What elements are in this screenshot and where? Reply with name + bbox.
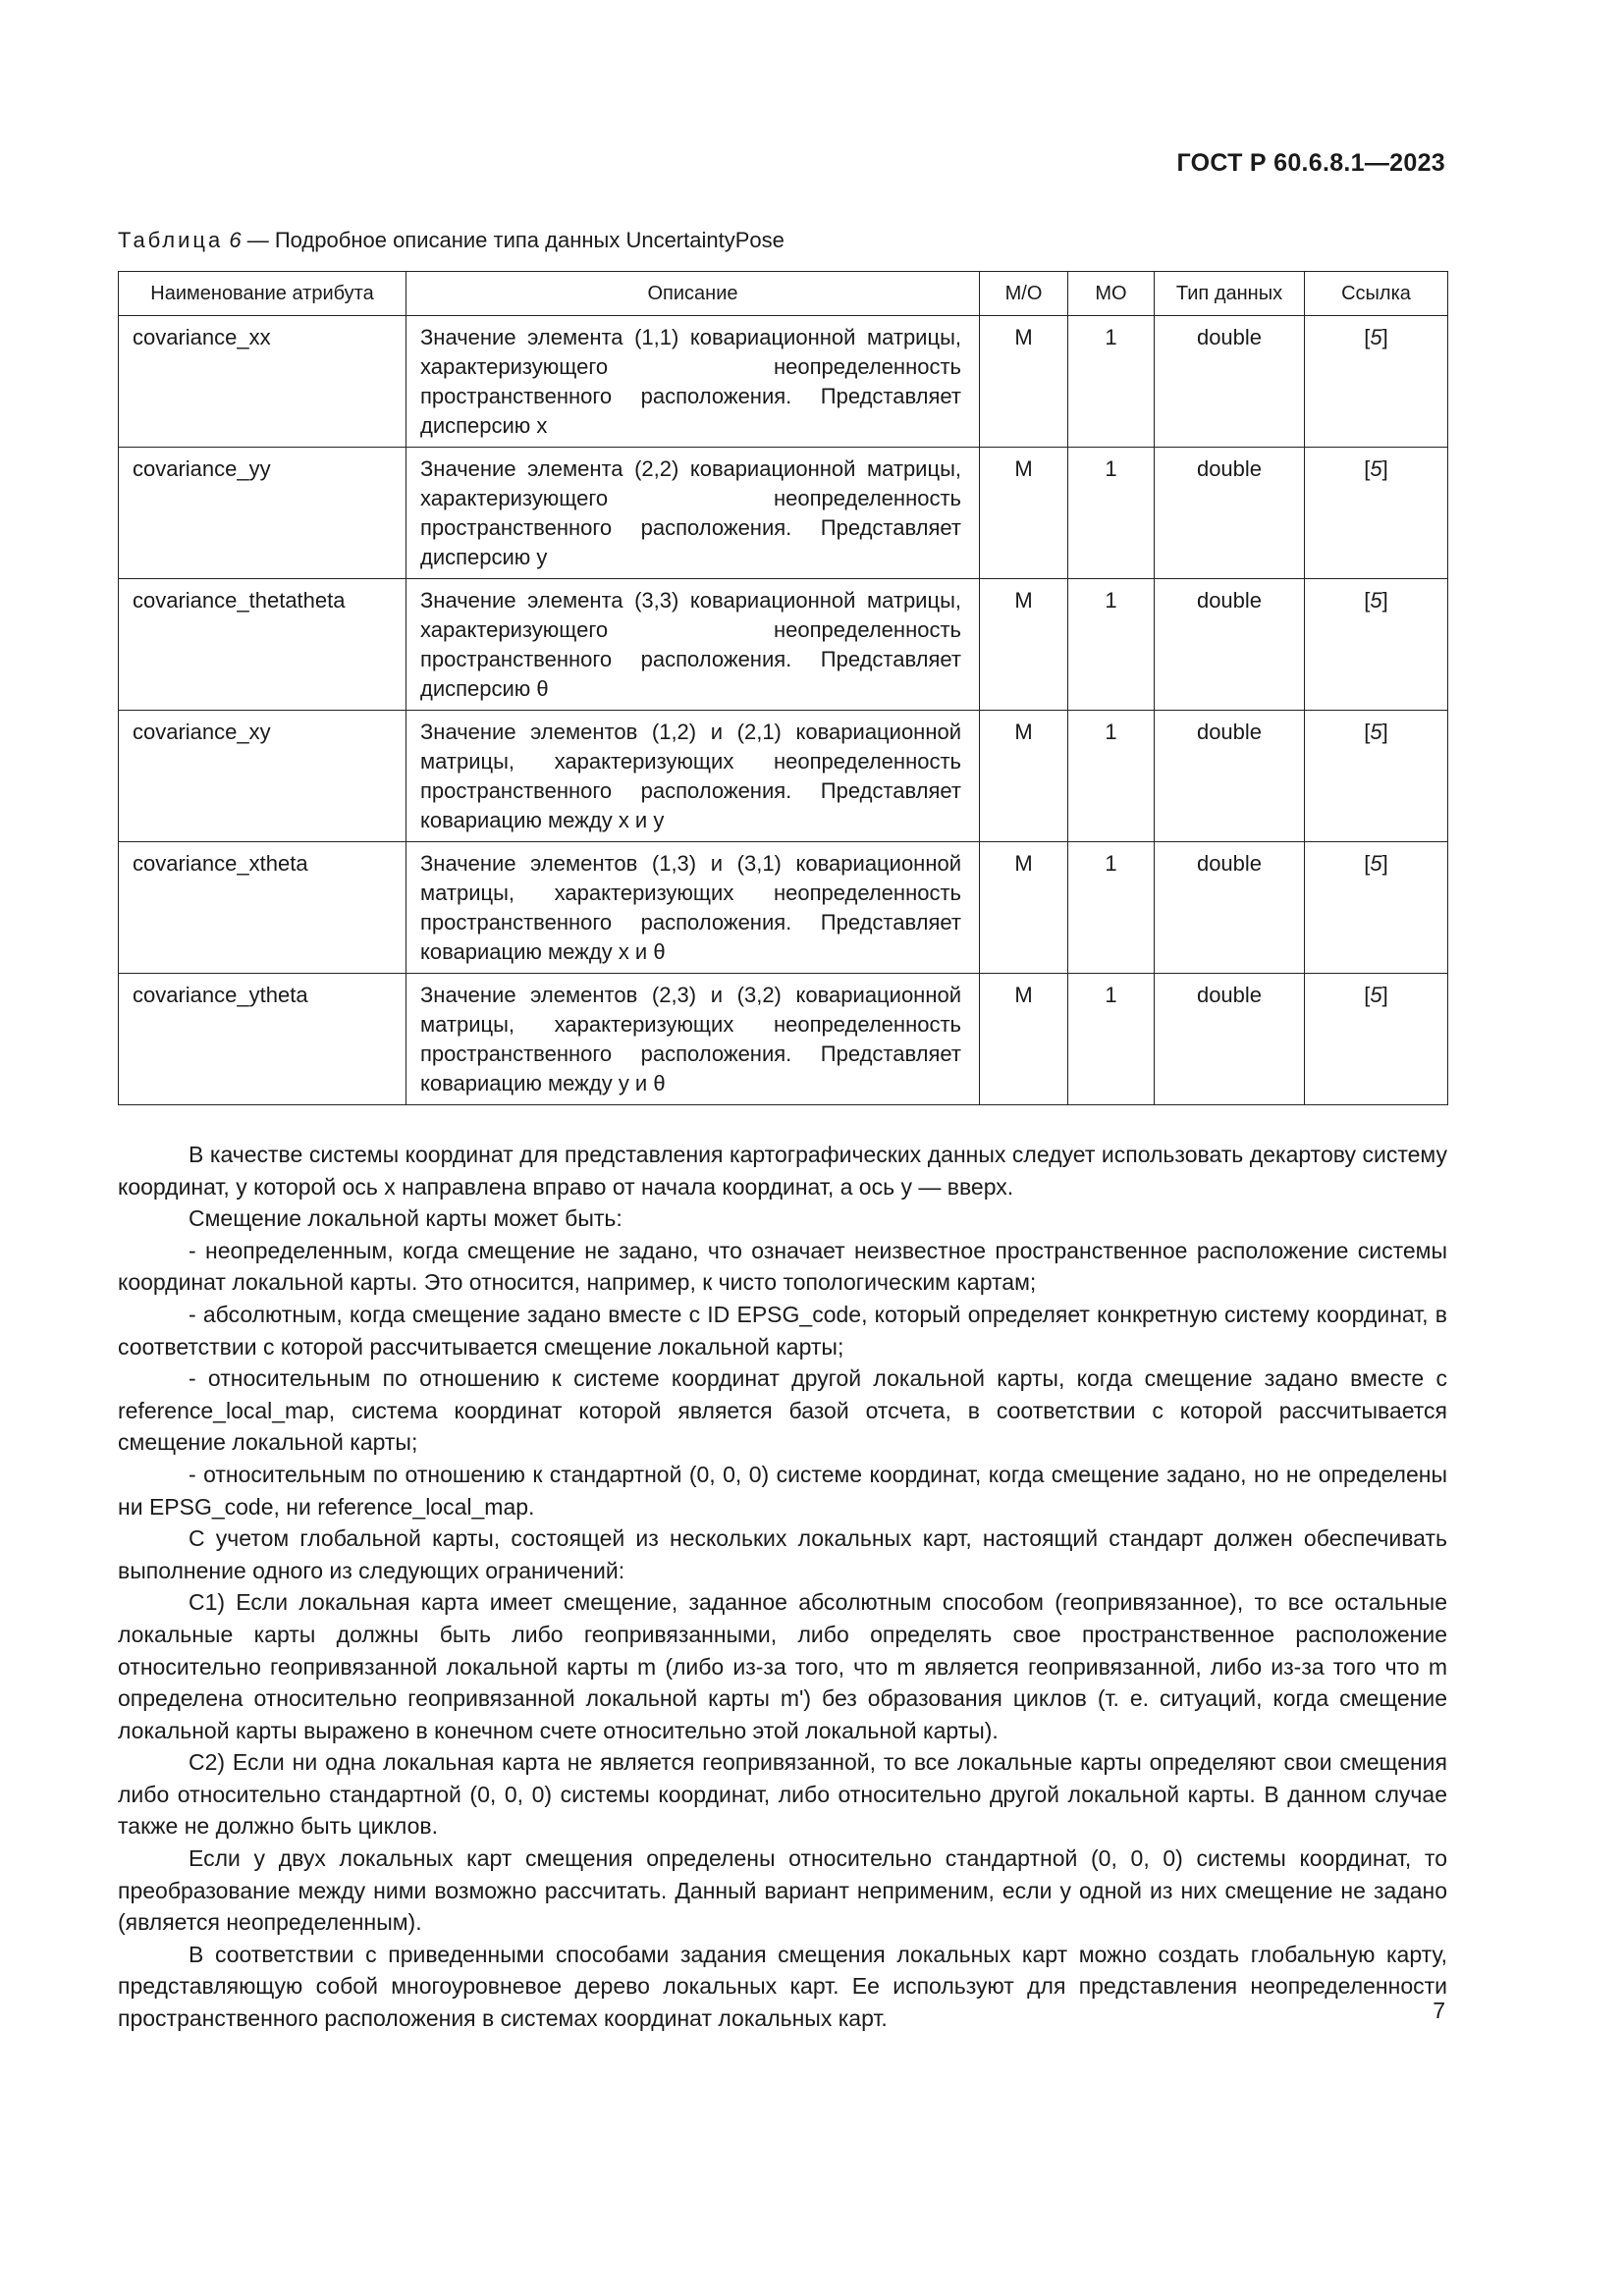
list-item: - неопределенным, когда смещение не задано, что означает неизвестное пространственное расположение системы координат локальной карты. Это относится, например, к чисто топологическим картам;	[118, 1237, 1447, 1296]
cell-reference: [5]	[1305, 579, 1448, 711]
table-row	[119, 842, 1448, 974]
reference-number: 5	[1370, 851, 1382, 876]
paragraph: В качестве системы координат для представления картографических данных следует использовать декартову систему координат, у которой ось x направлена вправо от начала координат, а ось y — вверх.	[118, 1142, 1447, 1200]
table-caption-text: — Подробное описание типа данных UncertaintyPose	[241, 228, 785, 252]
cell-attribute: covariance_yy	[119, 448, 406, 579]
list-item: - относительным по отношению к системе координат другой локальной карты, когда смещение задано вместе с reference_local_map, система координат которой является базой отсчета, в соответствии с которой рассчитывается смещение локальной карты;	[118, 1365, 1447, 1456]
cell-description: Значение элемента (3,3) ковариационной матрицы, характеризующего неопределенность пространственного расположения. Представляет дисперсию θ	[406, 579, 980, 711]
cell-data-type: double	[1155, 448, 1305, 579]
cell-mo-flag: M	[980, 448, 1068, 579]
table-row	[119, 579, 1448, 711]
reference-number: 5	[1370, 588, 1382, 613]
paragraph: С учетом глобальной карты, состоящей из нескольких локальных карт, настоящий стандарт должен обеспечивать выполнение одного из следующих ограничений:	[118, 1525, 1447, 1583]
cell-description: Значение элементов (1,2) и (2,1) ковариационной матрицы, характеризующих неопределенность пространственного расположения. Представляет ковариацию между x и y	[406, 711, 980, 842]
column-header-description: Описание	[406, 272, 980, 316]
table-row	[119, 448, 1448, 579]
cell-attribute: covariance_ytheta	[119, 974, 406, 1105]
paragraph: В соответствии с приведенными способами задания смещения локальных карт можно создать глобальную карту, представляющую собой многоуровневое дерево локальных карт. Ее используют для представления неопределенности пространственного расположения в системах координат локальных карт.	[118, 1941, 1447, 2032]
cell-attribute: covariance_xy	[119, 711, 406, 842]
cell-mo-flag: M	[980, 316, 1068, 448]
cell-reference: [5]	[1305, 316, 1448, 448]
cell-description: Значение элемента (2,2) ковариационной матрицы, характеризующего неопределенность пространственного расположения. Представляет дисперсию y	[406, 448, 980, 579]
cell-data-type: double	[1155, 842, 1305, 974]
cell-multiplicity: 1	[1068, 711, 1155, 842]
page-number: 7	[1433, 1998, 1445, 2023]
body-text	[118, 1139, 1447, 2035]
table-caption-number: 6	[229, 228, 242, 252]
cell-description: Значение элемента (1,1) ковариационной матрицы, характеризующего неопределенность пространственного расположения. Представляет дисперсию x	[406, 316, 980, 448]
paragraph: Смещение локальной карты может быть:	[189, 1205, 623, 1232]
paragraph: C2) Если ни одна локальная карта не является геопривязанной, то все локальные карты определяют свои смещения либо относительно стандартной (0, 0, 0) системы координат, либо относительно другой локальной карты. В данном случае также не должно быть циклов.	[118, 1749, 1447, 1840]
table-row	[119, 711, 1448, 842]
cell-multiplicity: 1	[1068, 974, 1155, 1105]
paragraph: C1) Если локальная карта имеет смещение, заданное абсолютным способом (геопривязанное), то все остальные локальные карты должны быть либо геопривязанными, либо определять свое пространственное расположение относительно геопривязанной локальной карты m (либо из-за того, что m является геопривязанной, либо из-за того что m определена относительно геопривязанной локальной карты m') без образования циклов (т. е. ситуаций, когда смещение локальной карты выражено в конечном счете относительно этой локальной карты).	[118, 1589, 1447, 1743]
cell-data-type: double	[1155, 316, 1305, 448]
cell-description: Значение элементов (1,3) и (3,1) ковариационной матрицы, характеризующих неопределенность пространственного расположения. Представляет ковариацию между x и θ	[406, 842, 980, 974]
list-item: - абсолютным, когда смещение задано вместе с ID EPSG_code, который определяет конкретную систему координат, в соответствии с которой рассчитывается смещение локальной карты;	[118, 1301, 1447, 1360]
cell-multiplicity: 1	[1068, 448, 1155, 579]
reference-number: 5	[1370, 983, 1382, 1007]
table-caption	[118, 228, 785, 253]
cell-multiplicity: 1	[1068, 842, 1155, 974]
uncertainty-pose-table	[118, 271, 1448, 1105]
table-caption-word: Таблица	[118, 228, 224, 252]
cell-data-type: double	[1155, 711, 1305, 842]
cell-data-type: double	[1155, 974, 1305, 1105]
cell-mo-flag: M	[980, 842, 1068, 974]
table-header-row	[119, 272, 1448, 316]
cell-multiplicity: 1	[1068, 579, 1155, 711]
standard-code: ГОСТ Р 60.6.8.1—2023	[1176, 149, 1445, 177]
column-header-attribute: Наименование атрибута	[119, 272, 406, 316]
paragraph: Если у двух локальных карт смещения определены относительно стандартной (0, 0, 0) системы координат, то преобразование между ними возможно рассчитать. Данный вариант неприменим, если у одной из них смещение не задано (является неопределенным).	[118, 1845, 1447, 1936]
cell-description: Значение элементов (2,3) и (3,2) ковариационной матрицы, характеризующих неопределенность пространственного расположения. Представляет ковариацию между y и θ	[406, 974, 980, 1105]
cell-mo-flag: M	[980, 711, 1068, 842]
cell-reference: [5]	[1305, 974, 1448, 1105]
list-item: - относительным по отношению к стандартной (0, 0, 0) системе координат, когда смещение задано, но не определены ни EPSG_code, ни reference_local_map.	[118, 1461, 1447, 1520]
table-row	[119, 316, 1448, 448]
column-header-data-type: Тип данных	[1155, 272, 1305, 316]
column-header-mo-flag: M/O	[980, 272, 1068, 316]
table-row	[119, 974, 1448, 1105]
cell-attribute: covariance_xx	[119, 316, 406, 448]
cell-multiplicity: 1	[1068, 316, 1155, 448]
cell-reference: [5]	[1305, 448, 1448, 579]
reference-number: 5	[1370, 456, 1382, 481]
reference-number: 5	[1370, 720, 1382, 744]
cell-reference: [5]	[1305, 842, 1448, 974]
cell-mo-flag: M	[980, 579, 1068, 711]
cell-attribute: covariance_xtheta	[119, 842, 406, 974]
cell-reference: [5]	[1305, 711, 1448, 842]
cell-attribute: covariance_thetatheta	[119, 579, 406, 711]
cell-data-type: double	[1155, 579, 1305, 711]
cell-mo-flag: M	[980, 974, 1068, 1105]
column-header-multiplicity: MO	[1068, 272, 1155, 316]
reference-number: 5	[1370, 325, 1382, 349]
column-header-reference: Ссылка	[1305, 272, 1448, 316]
